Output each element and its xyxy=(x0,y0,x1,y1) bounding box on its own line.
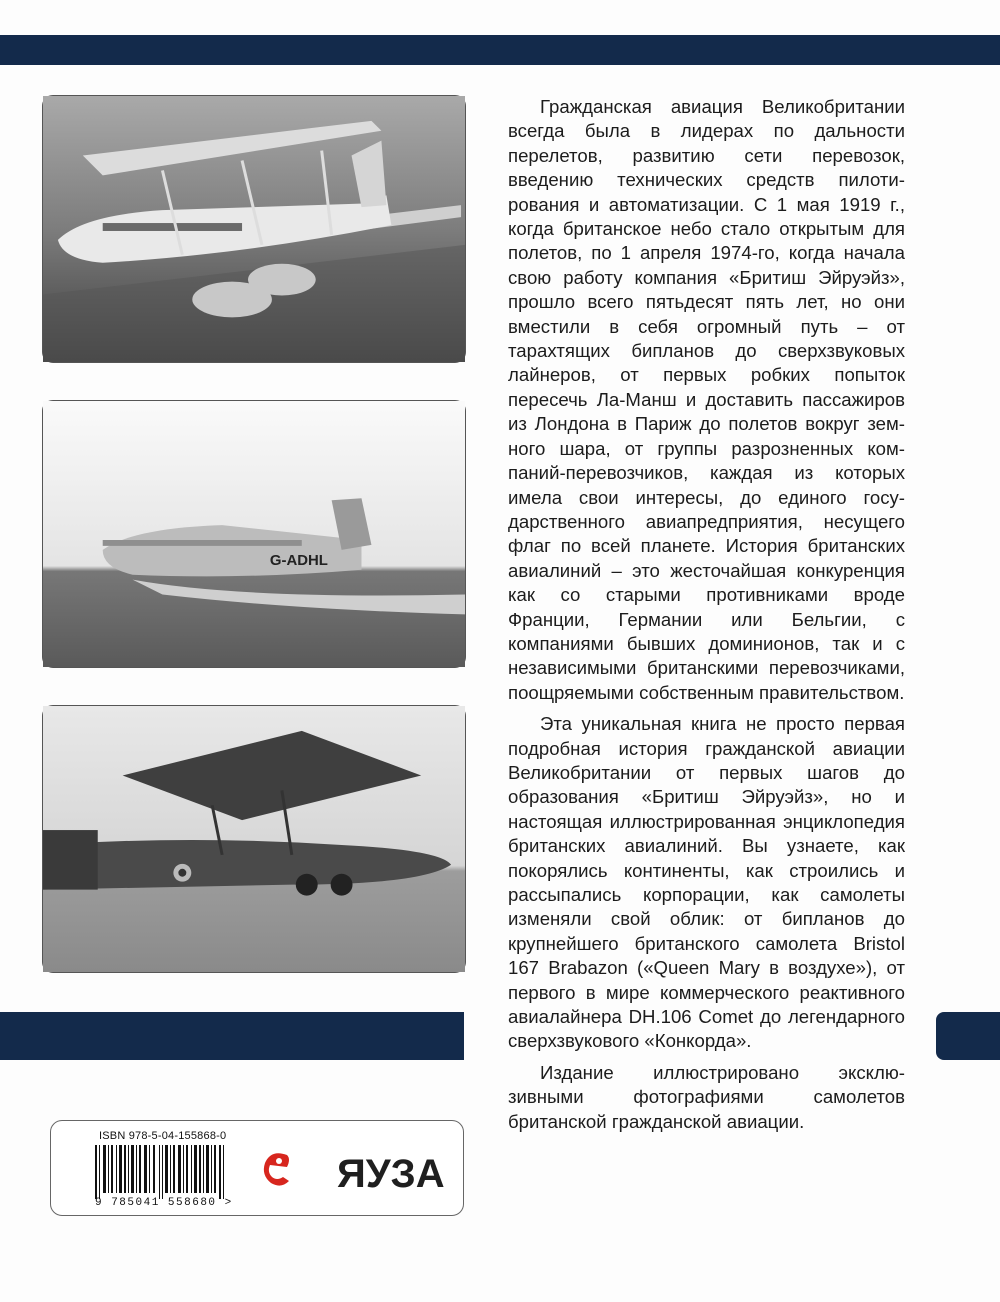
eksmo-logo-icon xyxy=(257,1145,297,1197)
registration-label: G-ADHL xyxy=(269,552,328,569)
isbn-number: ISBN 978-5-04-155868-0 xyxy=(99,1130,227,1142)
barcode-icon xyxy=(93,1145,233,1199)
paragraph-1: Гражданская авиация Великобритании всегда была в лидерах по дальности перелетов, развитию сети перевозок, введению технических средств пилотирования и автоматизации. С 1 мая 1919 г., когда британское небо стало открытым для полетов, по 1 апреля 1974-го, когда начала свою работу компания «Бритиш Эйруэйз», прошло всего пятьдесят пять лет, но они вместили в себя огромный путь – от тарахтящих бипланов до сверхзвуковых лайнеров, от первых робких попыток пересечь Ла-Манш и доставить пассажиров из Лондона в Париж до полетов вокруг земного шара, от группы разрозненных компаний-перевозчиков, каждая из которых имела свои интересы, до единого государственного авиапредприятия, несущего флаг по всей планете. История британских авиалиний – это жесточайшая конкуренция как со старыми противниками вроде Франции, Германии или Бельгии, с компаниями бывших доминионов, так и с независимыми британскими перевозчиками, поощряемыми собственным правительством. xyxy=(508,96,905,703)
paragraph-3: Издание иллюстрировано эксклюзивными фотографиями самолетов британской гражданской авиации. xyxy=(508,1061,905,1132)
top-color-band xyxy=(0,35,1000,65)
publisher-logo-text: ЯУЗА xyxy=(337,1152,445,1196)
side-color-tab xyxy=(936,1012,1000,1060)
isbn-block xyxy=(50,1120,464,1216)
photo-biplane-in-flight xyxy=(42,95,466,363)
photo-biplane-on-ground xyxy=(42,705,466,973)
paragraph-2: Эта уникальная книга не просто первая подробная история гражданской авиации Великобритании от первых шагов до образования «Бритиш Эйруэйз», но и настоящая иллюстрированная энциклопедия британских авиалиний. Вы узнаете, как покорялись континенты, как строились и рассыпались корпорации, как самолеты изменяли свой облик: от бипланов до крупнейшего британского самолета Bristol 167 Brabazon («Queen Mary в воздухе»), от первого в мире коммерческого реактивного авиалайнера DH.106 Comet до легендарного сверхзвукового «Конкорда». xyxy=(508,713,905,1052)
photo-flying-boat xyxy=(42,400,466,668)
barcode-digits: 9 785041 558680 > xyxy=(95,1197,233,1209)
middle-color-band xyxy=(0,1012,464,1060)
description-text xyxy=(508,95,905,1141)
yauza-logo-icon xyxy=(337,1143,445,1199)
